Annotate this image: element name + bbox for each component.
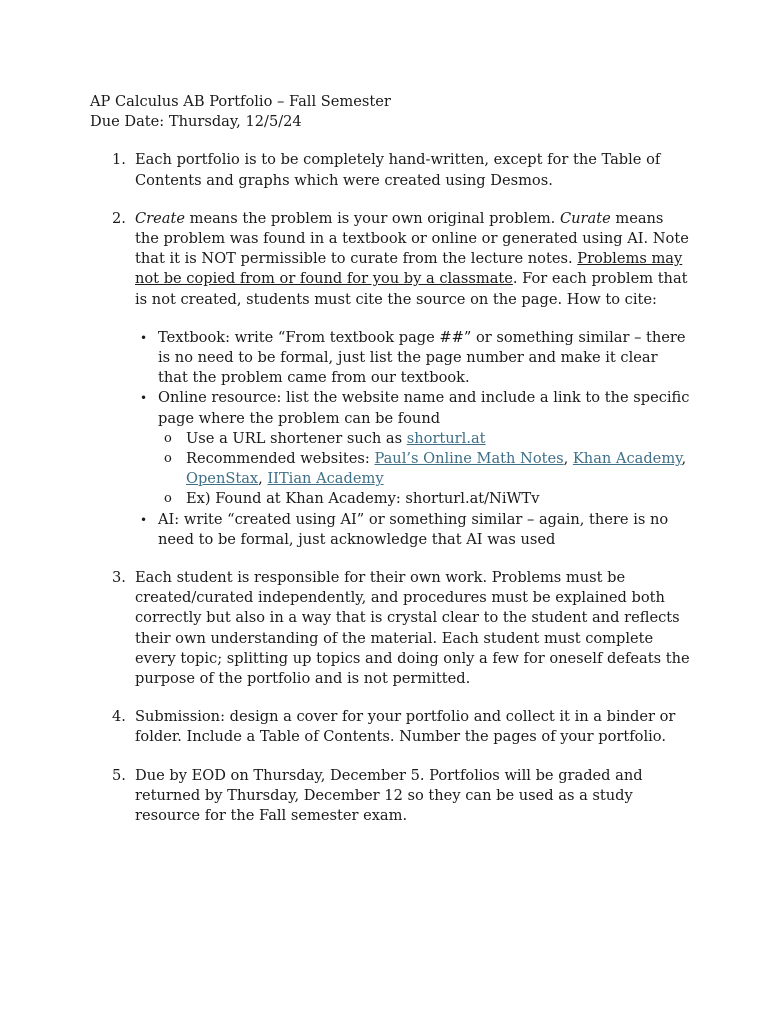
list-item-3 bbox=[90, 568, 690, 689]
document-page bbox=[90, 92, 690, 844]
curate-definition: means the problem was found in a textbook or online or generated using AI. Note that it is NOT permissible to curate from the lecture notes. bbox=[135, 209, 689, 268]
document-header bbox=[90, 92, 690, 132]
item-number: 1. bbox=[112, 151, 126, 169]
sub-bullet-text: Recommended websites: bbox=[186, 450, 375, 468]
online-sub-bullets bbox=[158, 429, 690, 510]
item-number: 4. bbox=[112, 708, 126, 726]
iitian-academy-link[interactable]: IITian Academy bbox=[267, 470, 384, 488]
sub-bullet-text: Ex) Found at Khan Academy: shorturl.at/NiWTv bbox=[186, 490, 540, 508]
create-term: Create bbox=[135, 209, 185, 227]
bullet-text: AI: write “created using AI” or something similar – again, there is no need to be formal, just acknowledge that AI was used bbox=[158, 510, 669, 548]
separator: , bbox=[258, 470, 268, 488]
citation-intro: . For each problem that is not created, students must cite the source on the page. How to cite: bbox=[135, 270, 688, 308]
khan-academy-link[interactable]: Khan Academy bbox=[572, 450, 682, 468]
bullet-textbook bbox=[135, 328, 690, 389]
list-item-1 bbox=[90, 150, 690, 190]
list-item-2 bbox=[90, 209, 690, 550]
bullet-icon: • bbox=[140, 330, 148, 345]
bullet-text: Textbook: write “From textbook page ##” or something similar – there is no need to be formal, just list the page number and make it clear that the problem came from our textbook. bbox=[158, 328, 686, 387]
item-number: 2. bbox=[112, 209, 126, 227]
list-item-4 bbox=[90, 707, 690, 747]
document-title: AP Calculus AB Portfolio – Fall Semester bbox=[90, 93, 391, 110]
sub-bullet-shortener bbox=[158, 429, 690, 449]
sub-bullet-text: Use a URL shortener such as bbox=[186, 429, 407, 447]
sub-bullet-icon: o bbox=[164, 451, 172, 467]
pauls-math-notes-link[interactable]: Paul’s Online Math Notes bbox=[374, 450, 564, 468]
create-definition: means the problem is your own original problem. bbox=[184, 209, 560, 227]
sub-bullet-example bbox=[158, 489, 690, 509]
bullet-icon: • bbox=[140, 391, 148, 406]
shorturl-link[interactable]: shorturl.at bbox=[406, 429, 486, 447]
sub-bullet-icon: o bbox=[164, 491, 172, 507]
curate-term: Curate bbox=[559, 209, 611, 227]
item-text: Submission: design a cover for your portfolio and collect it in a binder or folder. Include a Table of Contents. Number the pages of your portfolio. bbox=[135, 708, 676, 746]
separator: , bbox=[563, 450, 573, 468]
item-text: Each student is responsible for their own work. Problems must be created/curated independently, and procedures must be explained both correctly but also in a way that is crystal clear to the student and reflects their own understanding of the material. Each student must complete every topic; splitting up topics and doing only a few for oneself defeats the purpose of the portfolio and is not permitted. bbox=[135, 569, 690, 688]
bullet-icon: • bbox=[140, 512, 148, 527]
bullet-text: Online resource: list the website name and include a link to the specific page where the problem can be found bbox=[158, 389, 690, 427]
list-item-5 bbox=[90, 766, 690, 827]
item-number: 3. bbox=[112, 569, 126, 587]
bullet-online-resource bbox=[135, 388, 690, 509]
underlined-rule: Problems may not be copied from or found for you by a classmate bbox=[135, 250, 683, 288]
item-number: 5. bbox=[112, 766, 126, 784]
separator: , bbox=[681, 450, 687, 468]
due-date: Due Date: Thursday, 12/5/24 bbox=[90, 113, 302, 131]
citation-bullets bbox=[135, 328, 690, 550]
item-text: Due by EOD on Thursday, December 5. Portfolios will be graded and returned by Thursday, December 12 so they can be used as a study resource for the Fall semester exam. bbox=[135, 766, 643, 825]
openstax-link[interactable]: OpenStax bbox=[186, 470, 259, 488]
instructions-list bbox=[90, 150, 690, 826]
item-text: Each portfolio is to be completely hand-written, except for the Table of Contents and graphs which were created using Desmos. bbox=[135, 151, 661, 189]
bullet-ai bbox=[135, 510, 690, 550]
sub-bullet-icon: o bbox=[164, 430, 172, 446]
item-paragraph bbox=[135, 209, 690, 310]
sub-bullet-websites bbox=[158, 449, 690, 489]
